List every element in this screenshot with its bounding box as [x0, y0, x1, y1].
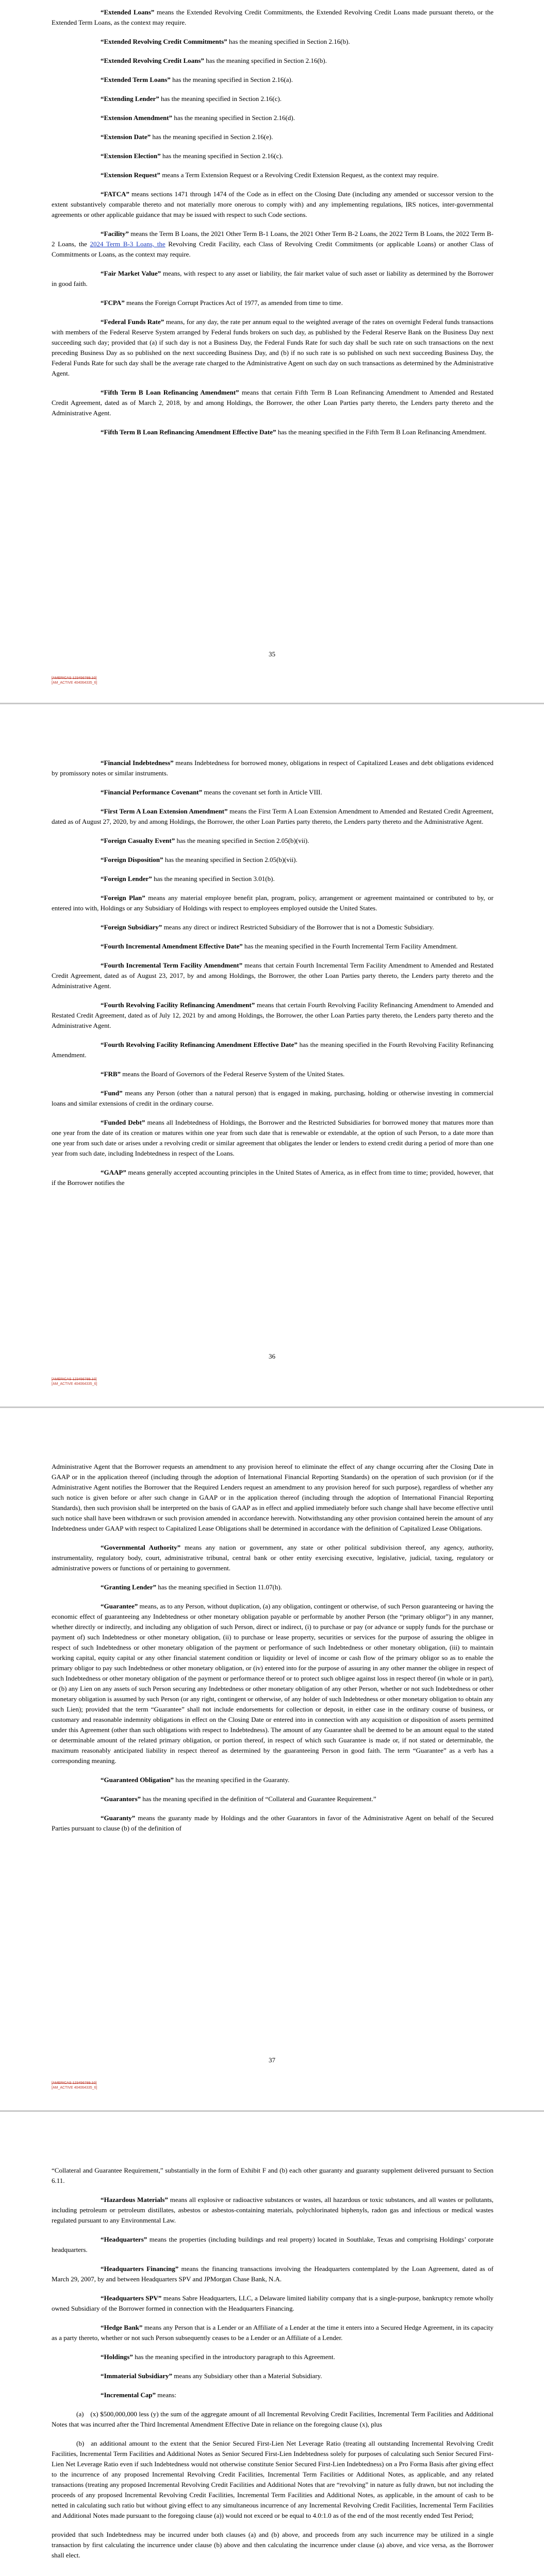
- definition-text: means any nation or government, any state or other political subdivision thereof, any agency, authority, instrumentality, regulatory body, court, administrative tribunal, central bank or other entity exercising executive, legislative, judicial, taxing, regulatory or administrative powers or functions of or pertaining to government.: [52, 1544, 494, 1572]
- text-paragraph: [52, 2409, 493, 2430]
- definition-text: means, as to any Person, without duplication, (a) any obligation, contingent or otherwise, of such Person guaranteeing or having the economic effect of guaranteeing any Indebtedness or other monetary obligation payable or performable by another Person (the “primary obligor”) in any manner, whether directly or indirectly, and including any obligation of such Person, direct or indirect, (i) to purchase or pay (or advance or supply funds for the purchase or payment of) such Indebtedness or other monetary obligation, (ii) to purchase or lease property, securities or services for the purpose of assuring the obligee in respect of such Indebtedness or other monetary obligation of the payment or performance of such Indebtedness or other monetary obligation, (iii) to maintain working capital, equity capital or any other financial statement condition or liquidity or level of income or cash flow of the primary obligor so as to enable the primary obligor to pay such Indebtedness or other monetary obligation, or (iv) entered into for the purpose of assuring in any other manner the obligee in respect of such Indebtedness or other monetary obligation of the payment or performance thereof or to protect such obligee against loss in respect thereof (in whole or in part), or (b) any Lien on any assets of such Person securing any Indebtedness or other monetary obligation of any other Person, whether or not such Indebtedness or other monetary obligation is assumed by such Person (or any right, contingent or otherwise, of any holder of such Indebtedness or other monetary obligation to obtain any such Lien); provided that the term “Guarantee” shall not include endorsements for collection or deposit, in either case in the ordinary course of business, or customary and reasonable indemnity obligations in effect on the Closing Date or entered into in connection with any acquisition or disposition of assets permitted under this Agreement (other than such obligations with respect to Indebtedness). The amount of any Guarantee shall be deemed to be an amount equal to the stated or determinable amount of the related primary obligation, or portion thereof, in respect of which such Guarantee is made or, if not stated or determinable, the maximum reasonably anticipated liability in respect thereof as determined by the guaranteeing Person in good faith. The term “Guarantee” as a verb has a corresponding meaning.: [52, 1602, 493, 1765]
- defined-term: “FRB”: [101, 1070, 121, 1078]
- page-number: 35: [269, 650, 275, 658]
- definition-text: means that certain Fourth Incremental Term Facility Amendment to Amended and Restated Credit Agreement, dated as of August 23, 2017, by and among Holdings, the Borrower, the other Loan Parties party thereto, the Lenders party thereto and the Administrative Agent.: [52, 961, 493, 990]
- definition-text: means:: [156, 2391, 177, 2399]
- definition-text: has the meaning specified in Section 2.16(d).: [172, 114, 295, 122]
- defined-term: “Guaranteed Obligation”: [101, 1776, 174, 1784]
- definition-paragraph: [52, 37, 493, 47]
- definition-paragraph: [52, 2390, 493, 2400]
- defined-term: “FATCA”: [101, 190, 129, 198]
- definition-paragraph: [52, 189, 493, 220]
- definition-paragraph: [52, 229, 493, 260]
- definition-paragraph: [52, 855, 493, 865]
- page-36: [0, 704, 544, 1406]
- definition-text: “Collateral and Guarantee Requirement,” substantially in the form of Exhibit F and (b) each other guaranty and guaranty supplement delivered pursuant to Section 6.11.: [52, 2166, 493, 2184]
- definition-paragraph: [52, 387, 493, 418]
- definition-paragraph: [52, 317, 493, 379]
- definition-text: means Indebtedness for borrowed money, obligations in respect of Capitalized Leases and debt obligations evidenced by promissory notes or similar instruments.: [52, 759, 493, 777]
- document-footer: [52, 1377, 97, 1386]
- definition-text: means any Person that is a Lender or an Affiliate of a Lender at the time it enters into a Secured Hedge Agreement, in its capacity as a party thereto, whether or not such Person subsequently ceases to be a Lender or an Affiliate of a Lender.: [52, 2324, 494, 2342]
- definition-text: has the meaning specified in Section 2.16(c).: [160, 152, 283, 160]
- definition-paragraph: [52, 922, 493, 933]
- defined-term: “Guarantee”: [101, 1602, 138, 1610]
- footer-id-old: [AMERICAS 123456789.10]: [52, 676, 97, 680]
- footer-id-old: [AMERICAS 123456789.10]: [52, 1378, 97, 1381]
- definition-paragraph: [52, 1601, 493, 1766]
- definition-text: has the meaning specified in Section 2.05(b)(vii).: [163, 856, 298, 863]
- defined-term: “Fifth Term B Loan Refinancing Amendment Effective Date”: [101, 428, 276, 436]
- defined-term: “Financial Indebtedness”: [101, 759, 174, 767]
- defined-term: “Extended Revolving Credit Commitments”: [101, 38, 227, 45]
- defined-term: “Extension Amendment”: [101, 114, 173, 122]
- page-38: [0, 2112, 544, 2576]
- defined-term: “First Term A Loan Extension Amendment”: [101, 807, 228, 815]
- definition-paragraph: [52, 874, 493, 884]
- definition-paragraph: [52, 170, 493, 180]
- definition-paragraph: [52, 2195, 493, 2226]
- footer-id-old: [AMERICAS 123456789.10]: [52, 2081, 97, 2085]
- definition-paragraph: [52, 298, 493, 308]
- definition-paragraph: [52, 1000, 493, 1031]
- definition-text: means any material employee benefit plan, program, policy, arrangement or agreement maintained or contributed to by, or entered into with, Holdings or any Subsidiary of Holdings with respect to employees employed outside the United States.: [52, 894, 494, 912]
- definition-text: means generally accepted accounting principles in the United States of America, as in effect from time to time; provided, however, that if the Borrower notifies the: [52, 1168, 493, 1187]
- text-paragraph: [52, 2530, 493, 2561]
- page-35: [0, 0, 544, 703]
- definition-paragraph: [52, 806, 493, 827]
- definition-paragraph: [52, 94, 493, 104]
- defined-term: “Fourth Incremental Amendment Effective Date”: [101, 942, 243, 950]
- definition-paragraph: [52, 758, 493, 778]
- definition-text: means the properties (including buildings and real property) located in Southlake, Texas and comprising Holdings’ corporate headquarters.: [52, 2235, 493, 2253]
- definition-paragraph: [52, 1582, 493, 1592]
- definition-paragraph: [52, 1794, 493, 1804]
- definition-paragraph: [52, 960, 493, 991]
- defined-term: “Fourth Incremental Term Facility Amendment”: [101, 961, 243, 969]
- defined-term: “Extended Term Loans”: [101, 76, 171, 83]
- defined-term: “Foreign Lender”: [101, 875, 152, 883]
- definition-text-continued: Revolving Credit Facility, each Class of Revolving Credit Commitments (or applicable Loans) or another Class of Commitments or Loans, as the context may require.: [52, 240, 493, 258]
- definition-text: has the meaning specified in Section 2.16(c).: [159, 95, 282, 103]
- inserted-text: 2024 Term B-3 Loans, the: [90, 240, 166, 248]
- defined-term: “Headquarters SPV”: [101, 2294, 162, 2302]
- definition-paragraph: [52, 941, 493, 952]
- defined-term: “Foreign Casualty Event”: [101, 837, 175, 844]
- definition-text: has the meaning specified in Section 3.01(b).: [152, 875, 275, 883]
- definition-text: has the meaning specified in Section 2.16(a).: [170, 76, 293, 83]
- definition-text: means all explosive or radioactive substances or wastes, all hazardous or toxic substances, and all wastes or pollutants, including petroleum or petroleum distillates, asbestos or asbestos-containing materials, polychlorinated biphenyls, radon gas and infectious or medical wastes regulated pursuant to any Environmental Law.: [52, 2196, 493, 2224]
- definition-text: has the meaning specified in the introductory paragraph to this Agreement.: [133, 2353, 335, 2361]
- definition-text: means the guaranty made by Holdings and the other Guarantors in favor of the Administrative Agent on behalf of the Secured Parties pursuant to clause (b) of the definition of: [52, 1814, 493, 1832]
- text-paragraph: [52, 1462, 493, 1534]
- defined-term: “Federal Funds Rate”: [101, 318, 164, 326]
- definition-text: has the meaning specified in the Fifth Term B Loan Refinancing Amendment.: [276, 428, 487, 436]
- defined-term: “Guarantors”: [101, 1795, 141, 1803]
- definition-paragraph: [52, 1088, 493, 1109]
- definition-text: means that certain Fifth Term B Loan Refinancing Amendment to Amended and Restated Credit Agreement, dated as of March 2, 2018, by and among Holdings, the Borrower, the other Loan Parties party thereto, the Lenders party thereto and the Administrative Agent.: [52, 388, 493, 417]
- defined-term: “Governmental Authority”: [101, 1544, 181, 1551]
- definition-text: has the meaning specified in the definition of “Collateral and Guarantee Requirement.”: [141, 1795, 376, 1803]
- definition-paragraph: [52, 836, 493, 846]
- defined-term: “Extension Request”: [101, 171, 160, 179]
- defined-term: “Foreign Disposition”: [101, 856, 163, 863]
- defined-term: “Fair Market Value”: [101, 269, 161, 277]
- defined-term: “Extension Date”: [101, 133, 151, 141]
- defined-term: “Foreign Subsidiary”: [101, 923, 162, 931]
- text-paragraph: [52, 2165, 493, 2186]
- defined-term: “Guaranty”: [101, 1814, 136, 1822]
- footer-id: [AM_ACTIVE 404064335_6]: [52, 2086, 97, 2090]
- definition-paragraph: [52, 787, 493, 798]
- page-number: 37: [269, 2056, 275, 2064]
- defined-term: “Facility”: [101, 230, 129, 238]
- page-content: [52, 1462, 493, 1842]
- defined-term: “FCPA”: [101, 299, 125, 307]
- document-footer: [52, 2081, 97, 2090]
- page-content: [52, 7, 493, 446]
- definition-paragraph: [52, 2323, 493, 2343]
- defined-term: “Headquarters”: [101, 2235, 147, 2243]
- definition-paragraph: [52, 2264, 493, 2284]
- definition-paragraph: [52, 132, 493, 142]
- document-footer: [52, 676, 97, 685]
- definition-text: means any Subsidiary other than a Material Subsidiary.: [172, 2372, 322, 2380]
- defined-term: “Extended Revolving Credit Loans”: [101, 57, 204, 64]
- defined-term: “Financial Performance Covenant”: [101, 788, 203, 796]
- footer-id: [AM_ACTIVE 404064335_6]: [52, 1382, 97, 1386]
- definition-paragraph: [52, 113, 493, 123]
- defined-term: “Extension Election”: [101, 152, 161, 160]
- definition-text: means, with respect to any asset or liability, the fair market value of such asset or liability as determined by the Borrower in good faith.: [52, 269, 494, 287]
- defined-term: “Funded Debt”: [101, 1118, 145, 1126]
- definition-text: has the meaning specified in Section 2.05(b)(vii).: [175, 837, 309, 844]
- definition-paragraph: [52, 893, 493, 913]
- definition-text: has the meaning specified in Section 2.16(b).: [204, 57, 327, 64]
- definition-paragraph: [52, 56, 493, 66]
- definition-text: means the First Term A Loan Extension Amendment to Amended and Restated Credit Agreement, dated as of August 27, 2020, by and among Holdings, the Borrower, the other Loan Parties party thereto, the Lenders party thereto and the Administrative Agent.: [52, 807, 493, 825]
- definition-text: means the financing transactions involving the Headquarters contemplated by the Loan Agreement, dated as of March 29, 2007, by and between Headquarters SPV and JPMorgan Chase Bank, N.A.: [52, 2265, 493, 2283]
- defined-term: “Fourth Revolving Facility Refinancing Amendment”: [101, 1001, 255, 1009]
- definition-text: Administrative Agent that the Borrower requests an amendment to any provision hereof to eliminate the effect of any change occurring after the Closing Date in GAAP or in the application thereof (including through the adoption of International Financial Reporting Standards) on the operation of such provision (or if the Administrative Agent notifies the Borrower that the Required Lenders request an amendment to any provision hereof for such purpose), regardless of whether any such notice is given before or after such change in GAAP or in the application thereof (including through the adoption of International Financial Reporting Standards), then such provision shall be interpreted on the basis of GAAP as in effect and applied immediately before such change shall have become effective until such notice shall have been withdrawn or such provision amended in accordance herewith. Notwithstanding any other provision contained herein the amount of any Indebtedness under GAAP with respect to Capitalized Lease Obligations shall be determined in accordance with the definition of Capitalized Lease Obligations.: [52, 1463, 493, 1532]
- definition-text: has the meaning specified in Section 2.16(e).: [151, 133, 273, 141]
- definition-paragraph: [52, 2371, 493, 2381]
- defined-term: “Fifth Term B Loan Refinancing Amendment”: [101, 388, 239, 396]
- defined-term: “Headquarters Financing”: [101, 2265, 179, 2273]
- text-paragraph: [52, 2438, 493, 2521]
- definition-paragraph: [52, 1069, 493, 1079]
- definition-paragraph: [52, 75, 493, 85]
- definition-text: means Sabre Headquarters, LLC, a Delaware limited liability company that is a single-purpose, bankruptcy remote wholly owned Subsidiary of the Borrower formed in connection with the Headquarters Financing.: [52, 2294, 493, 2312]
- definition-text: means the Foreign Corrupt Practices Act of 1977, as amended from time to time.: [124, 299, 343, 307]
- definition-paragraph: [52, 1813, 493, 1834]
- definition-paragraph: [52, 2293, 493, 2314]
- defined-term: “Fourth Revolving Facility Refinancing Amendment Effective Date”: [101, 1041, 298, 1048]
- definition-paragraph: [52, 1775, 493, 1785]
- definition-text: means the covenant set forth in Article VIII.: [202, 788, 322, 796]
- defined-term: “Extending Lender”: [101, 95, 159, 103]
- definition-paragraph: [52, 7, 493, 28]
- defined-term: “Granting Lender”: [101, 1583, 156, 1591]
- definition-paragraph: [52, 1167, 493, 1188]
- definition-paragraph: [52, 1543, 493, 1573]
- defined-term: “Hazardous Materials”: [101, 2196, 168, 2204]
- defined-term: “GAAP”: [101, 1168, 126, 1176]
- definition-text: means any direct or indirect Restricted Subsidiary of the Borrower that is not a Domestic Subsidiary.: [162, 923, 434, 931]
- definition-text: (a) (x) $500,000,000 less (y) the sum of the aggregate amount of all Incremental Revolving Credit Facilities, Incremental Term Facilities and Additional Notes that was incurred after the Third Incremental Amendment Effective Date in reliance on the foregoing clause (x), plus: [52, 2410, 493, 2428]
- defined-term: “Fund”: [101, 1089, 123, 1097]
- defined-term: “Immaterial Subsidiary”: [101, 2372, 173, 2380]
- definition-text: has the meaning specified in Section 11.07(h).: [156, 1583, 282, 1591]
- definition-paragraph: [52, 2234, 493, 2255]
- definition-paragraph: [52, 268, 493, 289]
- defined-term: “Hedge Bank”: [101, 2324, 143, 2331]
- defined-term: “Incremental Cap”: [101, 2391, 156, 2399]
- footer-id: [AM_ACTIVE 404064335_6]: [52, 681, 97, 685]
- page-37: [0, 1408, 544, 2110]
- definition-paragraph: [52, 427, 493, 437]
- definition-text: means any Person (other than a natural person) that is engaged in making, purchasing, holding or otherwise investing in commercial loans and similar extensions of credit in the ordinary course.: [52, 1089, 493, 1107]
- definition-paragraph: [52, 1040, 493, 1060]
- definition-text: means the Board of Governors of the Federal Reserve System of the United States.: [121, 1070, 345, 1078]
- definition-text: means all Indebtedness of Holdings, the Borrower and the Restricted Subsidiaries for borrowed money that matures more than one year from the date of its creation or matures within one year from such date that is renewable or extendable, at the option of such Person, to a date more than one year from such date or arises under a revolving credit or similar agreement that obligates the lender or lenders to extend credit during a period of more than one year from such date, including Indebtedness in respect of the Loans.: [52, 1118, 493, 1157]
- defined-term: “Extended Loans”: [101, 8, 155, 16]
- defined-term: “Foreign Plan”: [101, 894, 145, 902]
- defined-term: “Holdings”: [101, 2353, 133, 2361]
- definition-text: means, for any day, the rate per annum equal to the weighted average of the rates on overnight Federal funds transactions with members of the Federal Reserve System arranged by Federal funds brokers on such day, as published by the Federal Reserve Bank on the Business Day next succeeding such day; provided that (a) if such day is not a Business Day, the Federal Funds Rate for such day shall be such rate on such transactions on the next preceding Business Day as so published on the next succeeding Business Day, and (b) if no such rate is so published on such next succeeding Business Day, the Federal Funds Rate for such day shall be the average rate charged to the Administrative Agent on such day on such transactions as determined by the Administrative Agent.: [52, 318, 493, 377]
- page-content: [52, 2165, 493, 2569]
- definition-text: has the meaning specified in the Guaranty.: [173, 1776, 290, 1784]
- definition-text: has the meaning specified in the Fourth Incremental Term Facility Amendment.: [242, 942, 458, 950]
- definition-text: (b) an additional amount to the extent that the Senior Secured First-Lien Net Leverage Ratio (treating all outstanding Incremental Revolving Credit Facilities, Incremental Term Facilities and Additional Notes as Senior Secured First-Lien Indebtedness solely for purposes of calculating such Senior Secured First-Lien Net Leverage Ratio even if such Indebtedness would not otherwise constitute Senior Secured First-Lien Indebtedness) on a Pro Forma Basis after giving effect to the incurrence of any proposed Incremental Revolving Credit Facilities, Incremental Term Facilities or Additional Notes, as applicable, and any related transactions (treating any proposed Incremental Revolving Credit Facilities and Additional Notes that are “revolving” in nature as fully drawn, but not including the proceeds of any proposed Incremental Revolving Credit Facilities, Incremental Term Facilities and Additional Notes, as applicable, in the amount of cash to be netted in calculating such ratio but without giving effect to any simultaneous incurrence of any Incremental Revolving Credit Facilities, Incremental Term Facilities and Additional Notes made pursuant to the foregoing clause (a)) would not exceed or be equal to 4.0:1.0 as of the end of the most recently ended Test Period;: [52, 2439, 493, 2519]
- definition-text: has the meaning specified in Section 2.16(b).: [227, 38, 350, 45]
- definition-text: has the meaning specified in the Fourth Revolving Facility Refinancing Amendment.: [52, 1041, 493, 1059]
- definition-text: means the Extended Revolving Credit Commitments, the Extended Revolving Credit Loans made pursuant thereto, or the Extended Term Loans, as the context may require.: [52, 8, 493, 26]
- definition-text: provided that such Indebtedness may be incurred under both clauses (a) and (b) above, and proceeds from any such incurrence may be utilized in a single transaction by first calculating the incurrence under clause (b) above and then calculating the incurrence under clause (a) above, and vice versa, as the Borrower shall elect.: [52, 2531, 493, 2559]
- definition-paragraph: [52, 151, 493, 161]
- definition-text: means a Term Extension Request or a Revolving Credit Extension Request, as the context may require.: [160, 171, 439, 179]
- definition-text: means sections 1471 through 1474 of the Code as in effect on the Closing Date (including any amended or successor version to the extent substantively comparable thereto and not materially more onerous to comply with) and any implementing regulations, IRS notices, inter-governmental agreements or other applicable guidance that may be issued with respect to such Code sections.: [52, 190, 493, 218]
- page-number: 36: [269, 1352, 275, 1360]
- definition-paragraph: [52, 2352, 493, 2362]
- page-content: [52, 758, 493, 1197]
- definition-text: means that certain Fourth Revolving Facility Refinancing Amendment to Amended and Restated Credit Agreement, dated as of July 12, 2021 by and among Holdings, the Borrower, the other Loan Parties party thereto, the Lenders party thereto and the Administrative Agent.: [52, 1001, 494, 1029]
- definition-paragraph: [52, 1117, 493, 1159]
- definition-text: means the Term B Loans, the 2021 Other Term B-1 Loans, the 2021 Other Term B-2 Loans, the 2022 Term B Loans, the 2022 Term B-2 Loans, the: [52, 230, 493, 248]
